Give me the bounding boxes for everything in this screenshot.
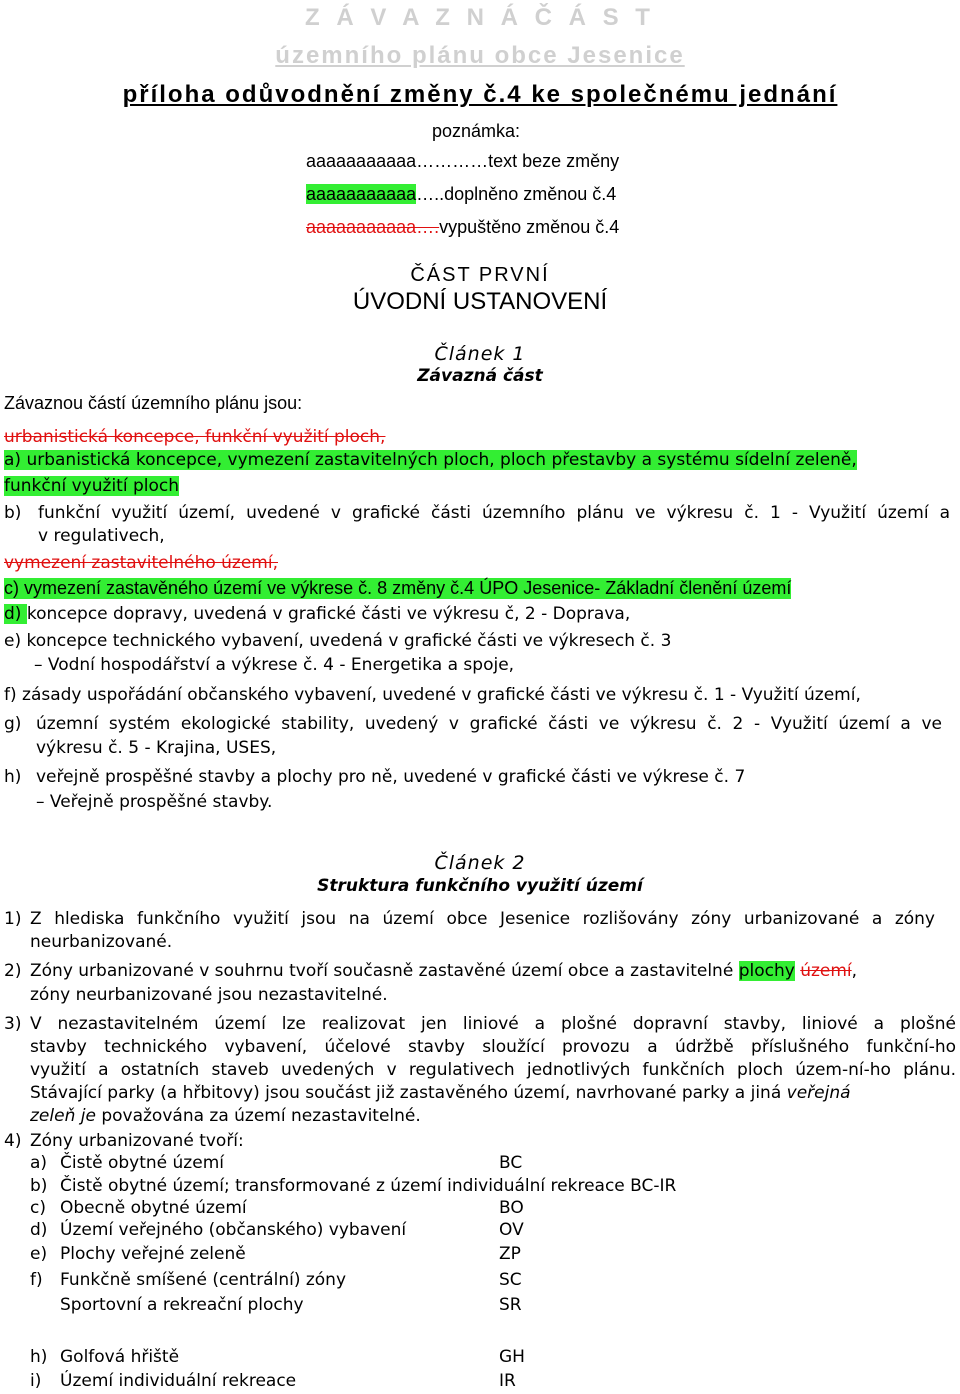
- item-e-line1: e) koncepce technického vybavení, uvedená v grafické části ve výkresech č. 3: [4, 631, 672, 651]
- note-unchanged: aaaaaaaaaaa…………text beze změny: [306, 151, 620, 171]
- zone-letter: a): [30, 1153, 48, 1173]
- article1-title: Závazná část: [417, 366, 543, 386]
- zone-name: Plochy veřejné zeleně: [60, 1244, 246, 1264]
- para3-line4-text: Stávající parky (a hřbitovy) jsou součást již zastavěného území, navrhované parky a jiná: [30, 1083, 787, 1103]
- zone-code: BC: [499, 1153, 523, 1173]
- para2-num: 2): [4, 961, 22, 981]
- zone-letter: b): [30, 1176, 48, 1196]
- part-title: ÚVODNÍ USTANOVENÍ: [352, 288, 608, 315]
- item-g-line1: územní systém ekologické stability, uvedený v grafické části ve výkresu č. 2 - Využití území a ve: [36, 714, 942, 734]
- para1-line2: neurbanizované.: [30, 932, 173, 952]
- zone-code: IR: [499, 1371, 516, 1391]
- para1-num: 1): [4, 909, 22, 929]
- note-added: [306, 184, 616, 205]
- item-b-line1: funkční využití území, uvedené v grafické části územního plánu ve výkresu č. 1 - Využití území a: [38, 503, 950, 523]
- para2-comma: ,: [851, 961, 858, 981]
- header-title: Z Á V A Z N Á Č Á S T: [305, 4, 655, 31]
- note-added-text: …..doplněno změnou č.4: [416, 184, 617, 204]
- part-label: ČÁST PRVNÍ: [410, 264, 550, 286]
- para2-text: Zóny urbanizované v souhrnu tvoří současně zastavěné území obce a zastavitelné: [30, 961, 739, 981]
- zone-code: SC: [499, 1270, 522, 1290]
- article2-label: Článek 2: [434, 852, 526, 874]
- item-d-text: koncepce dopravy, uvedená v grafické části ve výkresu č, 2 - Doprava,: [26, 604, 631, 624]
- zone-letter: f): [30, 1270, 43, 1290]
- para3-line4: [30, 1083, 851, 1103]
- zone-name: Funkčně smíšené (centrální) zóny: [60, 1270, 347, 1290]
- item-h-line1: veřejně prospěšné stavby a plochy pro ně, uvedené v grafické části ve výkrese č. 7: [36, 767, 746, 787]
- article1-intro: Závaznou částí územního plánu jsou:: [4, 393, 303, 413]
- item-c: c) vymezení zastavěného území ve výkrese č. 8 změny č.4 ÚPO Jesenice- Základní členění území: [4, 578, 792, 598]
- zone-letter: c): [30, 1198, 46, 1218]
- para3-line4-italic: veřejná: [786, 1083, 851, 1103]
- article2-title: Struktura funkčního využití území: [317, 876, 643, 896]
- para3-line5: [30, 1106, 421, 1126]
- para3-line3: využití a ostatních staveb uvedených v regulativech jednotlivých funkčních ploch územ-ní-ho plánu.: [30, 1060, 956, 1080]
- item-b-line2: v regulativech,: [38, 526, 165, 546]
- note-title: poznámka:: [432, 121, 521, 141]
- removed-item-1: urbanistická koncepce, funkční využití ploch,: [4, 427, 386, 447]
- para2-line1: [30, 961, 857, 981]
- item-d-prefix: d): [4, 604, 27, 624]
- para2-added: plochy: [738, 961, 795, 981]
- zone-code: OV: [499, 1220, 524, 1240]
- item-g-line2: výkresu č. 5 - Krajina, USES,: [36, 738, 277, 758]
- zone-name: Území veřejného (občanského) vybavení: [60, 1220, 407, 1240]
- zone-name: Území individuální rekreace: [60, 1371, 297, 1391]
- item-a-line2: funkční využití ploch: [4, 476, 179, 496]
- para4-title: Zóny urbanizované tvoří:: [30, 1131, 244, 1151]
- zone-letter: i): [30, 1371, 42, 1391]
- item-a-line1: a) urbanistická koncepce, vymezení zastavitelných ploch, ploch přestavby a systému sídelní zeleně,: [4, 450, 857, 470]
- para1-line1: Z hlediska funkčního využití jsou na území obce Jesenice rozlišovány zóny urbanizované a zóny: [30, 909, 935, 929]
- zone-letter: h): [30, 1347, 48, 1367]
- note-removed-sample: aaaaaaaaaaa….: [306, 217, 440, 237]
- zone-name: Čistě obytné území; transformované z území individuální rekreace BC-IR: [60, 1176, 677, 1196]
- zone-letter: e): [30, 1244, 48, 1264]
- zone-name: Sportovní a rekreační plochy: [60, 1295, 304, 1315]
- para2-removed: území: [800, 961, 852, 981]
- zone-name: Golfová hřiště: [60, 1347, 180, 1367]
- item-g-prefix: g): [4, 714, 22, 734]
- note-added-sample: aaaaaaaaaaa: [306, 184, 417, 204]
- zone-name: Obecně obytné území: [60, 1198, 247, 1218]
- item-h-prefix: h): [4, 767, 22, 787]
- para3-line5-text: považována za území nezastavitelné.: [95, 1106, 421, 1126]
- para3-line1: V nezastavitelném území lze realizovat jen liniové a plošné dopravní stavby, liniové a plošné: [30, 1014, 956, 1034]
- item-e-line2: – Vodní hospodářství a výkrese č. 4 - Energetika a spoje,: [34, 655, 515, 675]
- para3-num: 3): [4, 1014, 22, 1034]
- zone-code: GH: [499, 1347, 525, 1367]
- para3-line5-italic: zeleň je: [30, 1106, 96, 1126]
- para2-line2: zóny neurbanizované jsou nezastavitelné.: [30, 985, 388, 1005]
- article1-label: Článek 1: [434, 343, 526, 365]
- header-subtitle: územního plánu obce Jesenice: [275, 42, 685, 69]
- header-annex: příloha odůvodnění změny č.4 ke společnému jednání: [122, 81, 838, 108]
- item-h-line2: – Veřejně prospěšné stavby.: [36, 792, 273, 812]
- zone-code: ZP: [499, 1244, 521, 1264]
- zone-code: SR: [499, 1295, 522, 1315]
- zone-letter: d): [30, 1220, 48, 1240]
- removed-item-2: vymezení zastavitelného území,: [4, 553, 278, 573]
- item-d: [4, 604, 630, 624]
- para3-line2: stavby technického vybavení, účelové stavby sloužící provozu a údržbě příslušného funkční-ho: [30, 1037, 956, 1057]
- zone-name: Čistě obytné území: [60, 1153, 224, 1173]
- zone-code: BO: [499, 1198, 524, 1218]
- item-f: f) zásady uspořádání občanského vybavení, uvedené v grafické části ve výkresu č. 1 - Využití území,: [4, 685, 861, 705]
- note-removed-text: vypuštěno změnou č.4: [439, 217, 620, 237]
- para4-num: 4): [4, 1131, 22, 1151]
- item-b-prefix: b): [4, 503, 22, 523]
- note-removed: [306, 217, 619, 238]
